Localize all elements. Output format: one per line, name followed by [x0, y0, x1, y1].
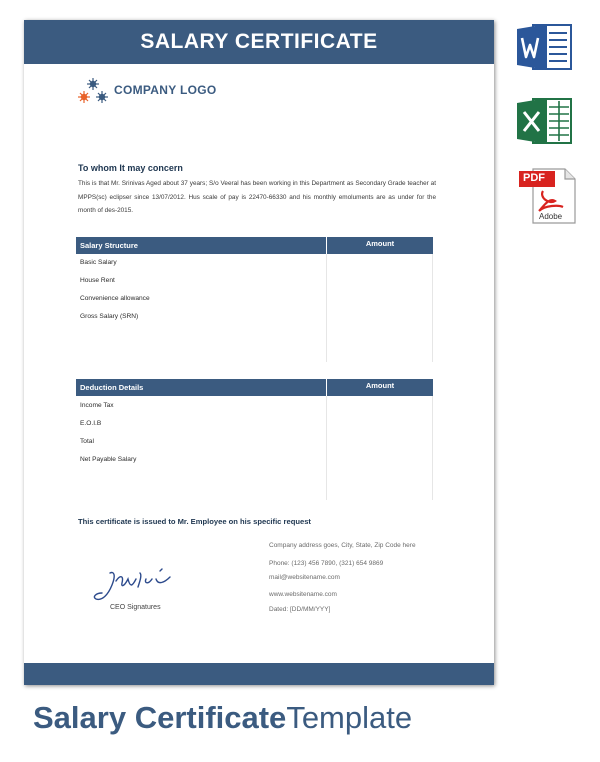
deduction-amount-header: Amount: [365, 381, 395, 390]
deduction-table-header: [76, 379, 433, 396]
adobe-label: Adobe: [539, 212, 563, 221]
page-title-regular: Template: [286, 700, 413, 735]
deduction-details-header: Deduction Details: [80, 383, 144, 392]
contact-dated: Dated: [DD/MM/YYY]: [269, 606, 331, 613]
issued-note: This certificate is issued to Mr. Employee on his specific request: [78, 517, 311, 526]
contact-email: mail@websitename.com: [269, 574, 340, 581]
ceo-signature-icon: [90, 565, 186, 607]
page-title: [33, 700, 412, 736]
salary-row-gross: Gross Salary (SRN): [80, 313, 139, 320]
certificate-sheet: [24, 20, 494, 685]
salary-row-basic: Basic Salary: [80, 259, 117, 266]
salary-structure-header: Salary Structure: [80, 241, 138, 250]
footer-bar: [24, 663, 494, 685]
pdf-file-icon[interactable]: [519, 167, 577, 225]
salary-row-house-rent: House Rent: [80, 277, 115, 284]
pdf-label: PDF: [523, 172, 545, 184]
greeting: To whom It may concern: [78, 163, 183, 173]
company-logo-text: COMPANY LOGO: [114, 83, 217, 97]
certificate-banner: SALARY CERTIFICATE: [24, 20, 494, 64]
salary-structure-table: [76, 237, 433, 362]
deduction-row-total: Total: [80, 438, 94, 445]
page-title-bold: Salary Certificate: [33, 700, 287, 735]
ceo-signature-label: CEO Signatures: [110, 604, 161, 611]
contact-phone: Phone: (123) 456 7890, (321) 654 9869: [269, 560, 384, 567]
contact-address: Company address goes, City, State, Zip Code here: [269, 542, 416, 549]
salary-table-header: [76, 237, 433, 254]
salary-amount-header: Amount: [365, 239, 395, 248]
deduction-details-table: [76, 379, 433, 500]
deduction-row-net-payable: Net Payable Salary: [80, 456, 137, 463]
deduction-row-eoib: E.O.I.B: [80, 420, 102, 427]
deduction-row-income-tax: Income Tax: [80, 402, 114, 409]
word-file-icon[interactable]: [515, 23, 573, 71]
intro-paragraph: This is that Mr. Srinivas Aged about 37 years; S/o Veeral has been working in this Department as Secondary Grade teacher at MPPS(sc) eclipser since 13/07/2012. Hus scale of pay is 22470-66330 and his monthly emoluments are as under for the month of des-2015.: [78, 180, 436, 214]
contact-website: www.websitename.com: [269, 591, 337, 598]
company-logo-icon: [76, 76, 110, 106]
excel-file-icon[interactable]: [515, 97, 573, 145]
salary-row-convenience: Convenience allowance: [80, 295, 150, 302]
